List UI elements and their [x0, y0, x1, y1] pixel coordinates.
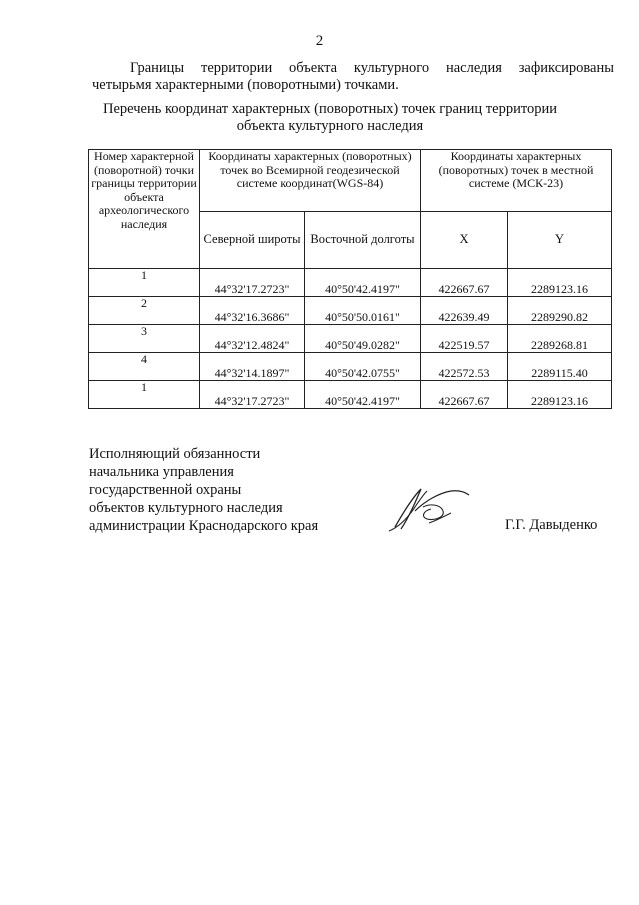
signatory-line-1: Исполняющий обязанности: [89, 446, 261, 462]
header-point-number: [89, 150, 200, 269]
header-wgs84-label: Координаты характерных (поворотных) точек во Всемирной геодезической системе координат(WGS-84): [208, 149, 412, 190]
intro-paragraph: [92, 60, 614, 94]
cell-longitude: 40°50'42.4197": [305, 381, 421, 409]
cell-latitude: 44°32'17.2723": [200, 269, 305, 297]
cell-latitude: 44°32'14.1897": [200, 353, 305, 381]
cell-x: 422572.53: [421, 353, 508, 381]
table-row: [89, 353, 612, 381]
subheader-north-latitude: Северной широты: [200, 212, 305, 269]
cell-point-number: 3: [89, 325, 200, 353]
cell-point-number: 1: [89, 269, 200, 297]
cell-x: 422639.49: [421, 297, 508, 325]
cell-y: 2289290.82: [508, 297, 612, 325]
signatory-position: [89, 445, 318, 535]
intro-line-2: четырьмя характерными (поворотными) точками.: [92, 77, 399, 93]
table-row: [89, 325, 612, 353]
header-wgs84: [200, 150, 421, 212]
intro-line-1: Границы территории объекта культурного наследия зафиксированы: [130, 60, 614, 76]
table-heading: [80, 101, 580, 135]
cell-y: 2289123.16: [508, 269, 612, 297]
handwritten-signature: [385, 483, 475, 535]
page-number: 2: [315, 33, 324, 49]
subheader-east-longitude: Восточной долготы: [305, 212, 421, 269]
cell-latitude: 44°32'16.3686": [200, 297, 305, 325]
header-msk23-label: Координаты характерных (поворотных) точек в местной системе (МСК-23): [438, 149, 594, 190]
cell-longitude: 40°50'50.0161": [305, 297, 421, 325]
cell-longitude: 40°50'49.0282": [305, 325, 421, 353]
cell-longitude: 40°50'42.0755": [305, 353, 421, 381]
subheader-x: X: [421, 212, 508, 269]
signatory-line-2: начальника управления: [89, 464, 234, 480]
table-heading-line-2: объекта культурного наследия: [236, 118, 424, 134]
table-row: [89, 297, 612, 325]
table-heading-line-1: Перечень координат характерных (поворотных) точек границ территории: [102, 101, 558, 117]
subheader-y: Y: [508, 212, 612, 269]
cell-longitude: 40°50'42.4197": [305, 269, 421, 297]
signatory-line-5: администрации Краснодарского края: [89, 518, 319, 534]
cell-y: 2289115.40: [508, 353, 612, 381]
signatory-line-3: государственной охраны: [89, 482, 242, 498]
signatory-name: Г.Г. Давыденко: [505, 517, 598, 533]
cell-latitude: 44°32'12.4824": [200, 325, 305, 353]
table-row: [89, 381, 612, 409]
header-msk23: [421, 150, 612, 212]
signatory-line-4: объектов культурного наследия: [89, 500, 283, 516]
cell-x: 422667.67: [421, 269, 508, 297]
coordinates-table: [88, 149, 612, 409]
header-point-number-label: Номер характерной (поворотной) точки границы территории объекта археологического наследия: [91, 149, 197, 231]
cell-point-number: 1: [89, 381, 200, 409]
cell-y: 2289268.81: [508, 325, 612, 353]
cell-y: 2289123.16: [508, 381, 612, 409]
cell-latitude: 44°32'17.2723": [200, 381, 305, 409]
table-row: [89, 269, 612, 297]
cell-x: 422667.67: [421, 381, 508, 409]
cell-x: 422519.57: [421, 325, 508, 353]
cell-point-number: 2: [89, 297, 200, 325]
cell-point-number: 4: [89, 353, 200, 381]
